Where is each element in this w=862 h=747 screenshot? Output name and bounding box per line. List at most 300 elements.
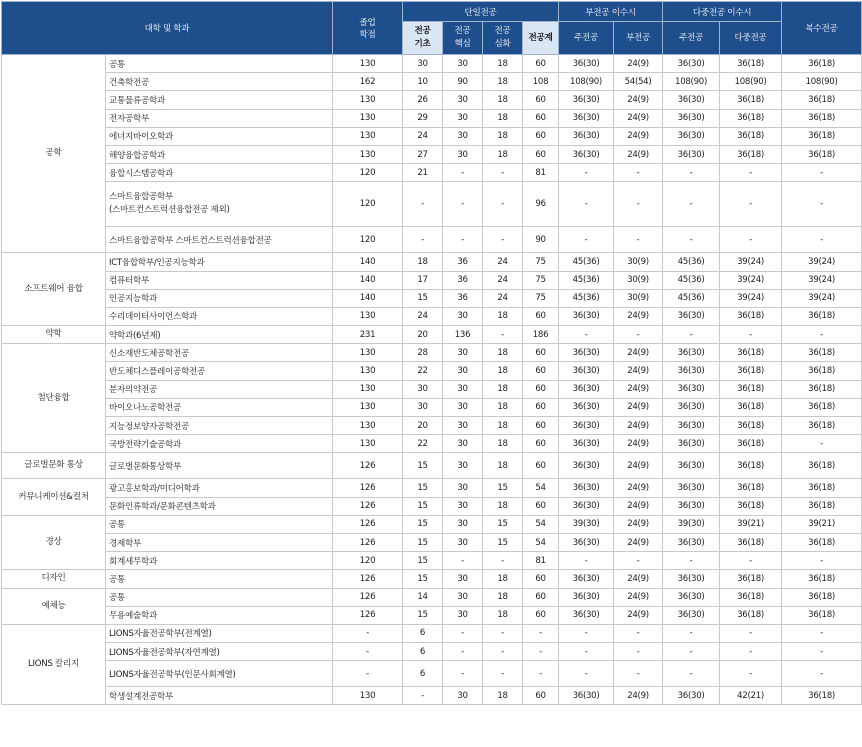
cell-dual: - [782, 624, 862, 642]
cell-multi-multi: 36(18) [720, 307, 782, 325]
cell-core: 30 [443, 497, 483, 515]
cell-adv: 18 [483, 344, 523, 362]
cell-total: 60 [523, 344, 559, 362]
cell-basic: 6 [403, 661, 443, 687]
department-name: 문화인류학과/문화콘텐츠학과 [106, 497, 333, 515]
cell-minor-main: 36(30) [559, 127, 614, 145]
cell-minor-minor: 30(9) [614, 271, 663, 289]
table-row [2, 326, 862, 344]
cell-basic: 18 [403, 253, 443, 271]
table-row [2, 127, 862, 145]
cell-minor-minor: - [614, 182, 663, 227]
header-single-major: 단일전공 [403, 2, 559, 22]
cell-minor-minor: - [614, 326, 663, 344]
cell-basic: 20 [403, 417, 443, 435]
cell-grad: - [333, 624, 403, 642]
cell-total: - [523, 661, 559, 687]
college-name: 커뮤니케이션&컬처 [2, 479, 106, 515]
department-name: 공통 [106, 570, 333, 588]
cell-core: - [443, 624, 483, 642]
cell-total: 60 [523, 606, 559, 624]
cell-multi-main: 36(30) [663, 127, 720, 145]
cell-core: - [443, 164, 483, 182]
cell-core: 30 [443, 362, 483, 380]
cell-adv: 24 [483, 289, 523, 307]
cell-adv: - [483, 552, 523, 570]
cell-total: 54 [523, 515, 559, 533]
cell-grad: 130 [333, 91, 403, 109]
college-name: 디자인 [2, 570, 106, 588]
cell-dual: 36(18) [782, 145, 862, 163]
department-name: 글로벌문화통상학부 [106, 453, 333, 479]
cell-dual: 108(90) [782, 73, 862, 91]
cell-core: 30 [443, 453, 483, 479]
table-row [2, 417, 862, 435]
cell-minor-minor: 24(9) [614, 417, 663, 435]
cell-basic: 21 [403, 164, 443, 182]
college-name: 공학 [2, 55, 106, 253]
cell-multi-multi: 36(18) [720, 398, 782, 416]
table-row [2, 271, 862, 289]
department-name: 지능정보양자공학전공 [106, 417, 333, 435]
cell-grad: 130 [333, 307, 403, 325]
cell-adv: 18 [483, 606, 523, 624]
cell-multi-multi: - [720, 643, 782, 661]
college-name: 첨단융합 [2, 344, 106, 453]
cell-minor-main: - [559, 164, 614, 182]
cell-basic: 30 [403, 55, 443, 73]
cell-multi-main: - [663, 164, 720, 182]
table-row [2, 606, 862, 624]
cell-total: 54 [523, 479, 559, 497]
college-name: 소프트웨어 융합 [2, 253, 106, 326]
cell-grad: 130 [333, 687, 403, 705]
cell-total: 60 [523, 588, 559, 606]
cell-dual: 36(18) [782, 362, 862, 380]
cell-dual: 36(18) [782, 497, 862, 515]
cell-minor-main: 36(30) [559, 479, 614, 497]
department-name: ICT융합학부/인공지능학과 [106, 253, 333, 271]
cell-minor-main: 36(30) [559, 417, 614, 435]
cell-multi-multi: 36(18) [720, 417, 782, 435]
cell-multi-multi: 36(18) [720, 588, 782, 606]
cell-multi-main: - [663, 552, 720, 570]
cell-dual: 39(24) [782, 271, 862, 289]
department-name: LIONS자율전공학부(자연계열) [106, 643, 333, 661]
cell-basic: 30 [403, 380, 443, 398]
department-name: 공통 [106, 588, 333, 606]
cell-multi-multi: 36(18) [720, 344, 782, 362]
table-row [2, 515, 862, 533]
cell-minor-minor: 24(9) [614, 91, 663, 109]
cell-dual: - [782, 182, 862, 227]
cell-multi-main: 108(90) [663, 73, 720, 91]
department-note: (스마트컨스트럭션융합전공 제외) [109, 205, 230, 216]
cell-grad: 130 [333, 109, 403, 127]
header-graduation-credits: 졸업 학점 [333, 2, 403, 55]
cell-total: 75 [523, 271, 559, 289]
cell-minor-main: 36(30) [559, 570, 614, 588]
department-name: 경제학부 [106, 533, 333, 551]
cell-minor-main: - [559, 227, 614, 253]
department-name: LIONS자율전공학부(인문사회계열) [106, 661, 333, 687]
cell-grad: 130 [333, 145, 403, 163]
cell-basic: - [403, 182, 443, 227]
cell-core: 30 [443, 515, 483, 533]
cell-multi-main: 36(30) [663, 453, 720, 479]
cell-dual: - [782, 661, 862, 687]
cell-adv: 15 [483, 515, 523, 533]
cell-multi-main: 39(30) [663, 515, 720, 533]
department-name: 건축학전공 [106, 73, 333, 91]
cell-basic: 15 [403, 289, 443, 307]
cell-minor-main: 36(30) [559, 362, 614, 380]
cell-multi-main: 36(30) [663, 533, 720, 551]
cell-minor-minor: 24(9) [614, 344, 663, 362]
cell-dual: 36(18) [782, 588, 862, 606]
cell-multi-main: 36(30) [663, 307, 720, 325]
cell-dual: 36(18) [782, 479, 862, 497]
cell-total: 60 [523, 362, 559, 380]
cell-minor-minor: 24(9) [614, 127, 663, 145]
cell-grad: 120 [333, 164, 403, 182]
cell-multi-main: 36(30) [663, 497, 720, 515]
cell-minor-main: 45(36) [559, 271, 614, 289]
cell-grad: 120 [333, 552, 403, 570]
cell-total: 81 [523, 552, 559, 570]
cell-minor-minor: - [614, 227, 663, 253]
cell-grad: 130 [333, 344, 403, 362]
cell-grad: 231 [333, 326, 403, 344]
cell-dual: 36(18) [782, 417, 862, 435]
table-row [2, 362, 862, 380]
cell-adv: 24 [483, 271, 523, 289]
cell-minor-minor: 24(9) [614, 145, 663, 163]
department-name: 바이오나노공학전공 [106, 398, 333, 416]
cell-grad: 126 [333, 497, 403, 515]
cell-grad: 126 [333, 515, 403, 533]
cell-basic: 17 [403, 271, 443, 289]
cell-total: 60 [523, 109, 559, 127]
table-row [2, 145, 862, 163]
header-minor-minor: 부전공 [614, 22, 663, 55]
table-row [2, 570, 862, 588]
college-name: 예체능 [2, 588, 106, 624]
cell-multi-main: 36(30) [663, 91, 720, 109]
cell-dual: - [782, 552, 862, 570]
cell-basic: 15 [403, 606, 443, 624]
cell-total: 60 [523, 497, 559, 515]
cell-adv: 18 [483, 570, 523, 588]
cell-grad: 130 [333, 55, 403, 73]
table-row [2, 643, 862, 661]
cell-multi-main: 36(30) [663, 109, 720, 127]
cell-dual: 36(18) [782, 533, 862, 551]
cell-minor-main: 36(30) [559, 453, 614, 479]
cell-core: - [443, 643, 483, 661]
cell-multi-multi: 36(18) [720, 479, 782, 497]
cell-basic: 6 [403, 643, 443, 661]
cell-adv: 18 [483, 362, 523, 380]
cell-adv: 18 [483, 417, 523, 435]
cell-total: 96 [523, 182, 559, 227]
cell-dual: 36(18) [782, 109, 862, 127]
cell-minor-main: 36(30) [559, 533, 614, 551]
cell-minor-minor: 30(9) [614, 253, 663, 271]
cell-dual: 36(18) [782, 344, 862, 362]
cell-basic: 15 [403, 479, 443, 497]
cell-adv: 18 [483, 435, 523, 453]
cell-minor-main: 36(30) [559, 380, 614, 398]
cell-minor-main: 45(36) [559, 253, 614, 271]
cell-minor-minor: 24(9) [614, 380, 663, 398]
cell-minor-minor: 24(9) [614, 515, 663, 533]
cell-multi-multi: - [720, 326, 782, 344]
cell-dual: 36(18) [782, 55, 862, 73]
cell-adv: 18 [483, 380, 523, 398]
cell-grad: 126 [333, 453, 403, 479]
cell-total: 60 [523, 127, 559, 145]
cell-grad: 140 [333, 253, 403, 271]
cell-multi-multi: 36(18) [720, 497, 782, 515]
cell-adv: - [483, 624, 523, 642]
cell-adv: 15 [483, 479, 523, 497]
cell-multi-main: 36(30) [663, 145, 720, 163]
cell-adv: 15 [483, 533, 523, 551]
table-row [2, 588, 862, 606]
table-row [2, 73, 862, 91]
department-name: 공통 [106, 55, 333, 73]
cell-basic: - [403, 687, 443, 705]
cell-minor-minor: 24(9) [614, 687, 663, 705]
cell-basic: 22 [403, 362, 443, 380]
cell-core: - [443, 661, 483, 687]
cell-core: 30 [443, 307, 483, 325]
cell-adv: - [483, 661, 523, 687]
cell-minor-minor: - [614, 552, 663, 570]
cell-grad: - [333, 661, 403, 687]
cell-basic: 6 [403, 624, 443, 642]
cell-grad: 130 [333, 417, 403, 435]
cell-multi-multi: 36(18) [720, 109, 782, 127]
table-row [2, 624, 862, 642]
cell-dual: - [782, 326, 862, 344]
cell-multi-multi: 36(18) [720, 145, 782, 163]
cell-minor-minor: 24(9) [614, 398, 663, 416]
cell-multi-main: - [663, 182, 720, 227]
cell-multi-main: - [663, 326, 720, 344]
department-name: 스마트융합공학부 스마트컨스트럭션융합전공 [106, 227, 333, 253]
cell-dual: 36(18) [782, 687, 862, 705]
cell-multi-main: 36(30) [663, 55, 720, 73]
table-row [2, 453, 862, 479]
cell-total: 60 [523, 687, 559, 705]
cell-minor-main: 45(36) [559, 289, 614, 307]
cell-grad: 126 [333, 570, 403, 588]
cell-total: 60 [523, 570, 559, 588]
cell-multi-main: - [663, 661, 720, 687]
header-major-core: 전공 핵심 [443, 22, 483, 55]
college-name: 약학 [2, 326, 106, 344]
credit-requirements-table [1, 1, 862, 705]
cell-adv: 18 [483, 91, 523, 109]
cell-multi-multi: - [720, 552, 782, 570]
table-row [2, 253, 862, 271]
cell-dual: 39(24) [782, 253, 862, 271]
cell-total: 75 [523, 253, 559, 271]
cell-core: 36 [443, 253, 483, 271]
cell-total: 90 [523, 227, 559, 253]
table-row [2, 182, 862, 227]
cell-minor-minor: - [614, 643, 663, 661]
cell-dual: 36(18) [782, 606, 862, 624]
table-row [2, 380, 862, 398]
cell-multi-main: 36(30) [663, 398, 720, 416]
cell-adv: 18 [483, 55, 523, 73]
cell-total: 60 [523, 145, 559, 163]
table-row [2, 661, 862, 687]
table-body [2, 55, 862, 705]
header-multi-major: 다중전공 이수시 [663, 2, 782, 22]
cell-minor-main: - [559, 624, 614, 642]
cell-minor-main: 36(30) [559, 588, 614, 606]
department-name: 국방전략기술공학과 [106, 435, 333, 453]
cell-total: 108 [523, 73, 559, 91]
cell-dual: 36(18) [782, 127, 862, 145]
cell-dual: - [782, 164, 862, 182]
department-name: 회계세무학과 [106, 552, 333, 570]
table-row [2, 91, 862, 109]
cell-basic: 14 [403, 588, 443, 606]
cell-basic: - [403, 227, 443, 253]
cell-dual: - [782, 435, 862, 453]
cell-grad: 140 [333, 289, 403, 307]
cell-minor-main: 36(30) [559, 606, 614, 624]
cell-core: 30 [443, 145, 483, 163]
table-row [2, 55, 862, 73]
cell-adv: 18 [483, 127, 523, 145]
cell-multi-multi: 39(24) [720, 253, 782, 271]
cell-adv: 18 [483, 109, 523, 127]
cell-adv: - [483, 164, 523, 182]
cell-minor-minor: 24(9) [614, 435, 663, 453]
college-name: 글로벌문화 통상 [2, 453, 106, 479]
cell-minor-minor: 24(9) [614, 307, 663, 325]
cell-multi-multi: 39(24) [720, 271, 782, 289]
cell-adv: 18 [483, 73, 523, 91]
department-name: 신소재반도체공학전공 [106, 344, 333, 362]
header-multi-multi: 다중전공 [720, 22, 782, 55]
cell-dual: 36(18) [782, 453, 862, 479]
cell-core: 136 [443, 326, 483, 344]
cell-adv: 18 [483, 453, 523, 479]
cell-multi-main: - [663, 227, 720, 253]
table-row [2, 289, 862, 307]
table-row [2, 687, 862, 705]
cell-multi-multi: - [720, 164, 782, 182]
cell-adv: - [483, 227, 523, 253]
cell-core: 30 [443, 380, 483, 398]
cell-adv: - [483, 326, 523, 344]
table-row [2, 533, 862, 551]
cell-grad: 126 [333, 588, 403, 606]
cell-multi-multi: 36(18) [720, 533, 782, 551]
department-name: 인공지능학과 [106, 289, 333, 307]
cell-multi-main: - [663, 643, 720, 661]
cell-grad: 126 [333, 606, 403, 624]
cell-multi-multi: 36(18) [720, 453, 782, 479]
cell-multi-main: 36(30) [663, 588, 720, 606]
table-row [2, 307, 862, 325]
cell-core: 36 [443, 289, 483, 307]
cell-minor-minor: 24(9) [614, 362, 663, 380]
table-row [2, 227, 862, 253]
cell-basic: 20 [403, 326, 443, 344]
department-name: 광고홍보학과/미디어학과 [106, 479, 333, 497]
department-name: 분자의약전공 [106, 380, 333, 398]
cell-multi-multi: 39(24) [720, 289, 782, 307]
header-dual-major: 복수전공 [782, 2, 862, 55]
table-row [2, 344, 862, 362]
cell-minor-main: 36(30) [559, 398, 614, 416]
cell-core: 30 [443, 570, 483, 588]
cell-multi-main: 36(30) [663, 417, 720, 435]
cell-grad: 162 [333, 73, 403, 91]
table-row [2, 398, 862, 416]
cell-grad: 120 [333, 227, 403, 253]
cell-core: 30 [443, 435, 483, 453]
college-name: 경상 [2, 515, 106, 570]
cell-dual: - [782, 643, 862, 661]
cell-dual: 36(18) [782, 380, 862, 398]
cell-multi-multi: 36(18) [720, 435, 782, 453]
cell-minor-main: 36(30) [559, 687, 614, 705]
cell-core: 30 [443, 91, 483, 109]
department-name: 스마트융합공학부 (스마트컨스트럭션융합전공 제외) [106, 182, 333, 227]
cell-basic: 15 [403, 453, 443, 479]
cell-basic: 15 [403, 552, 443, 570]
cell-multi-main: 36(30) [663, 479, 720, 497]
cell-dual: 39(21) [782, 515, 862, 533]
cell-adv: 18 [483, 687, 523, 705]
cell-core: 30 [443, 344, 483, 362]
cell-adv: - [483, 643, 523, 661]
cell-multi-multi: 36(18) [720, 380, 782, 398]
department-name: LIONS자율전공학부(전계열) [106, 624, 333, 642]
cell-grad: 130 [333, 380, 403, 398]
header-major-basic: 전공 기초 [403, 22, 443, 55]
cell-total: 60 [523, 435, 559, 453]
table-row [2, 435, 862, 453]
header-multi-main: 주전공 [663, 22, 720, 55]
cell-total: 81 [523, 164, 559, 182]
cell-total: 186 [523, 326, 559, 344]
cell-minor-minor: 24(9) [614, 55, 663, 73]
cell-basic: 30 [403, 398, 443, 416]
cell-minor-main: 36(30) [559, 109, 614, 127]
cell-minor-minor: 54(54) [614, 73, 663, 91]
table-row [2, 479, 862, 497]
cell-total: - [523, 624, 559, 642]
cell-core: 30 [443, 109, 483, 127]
cell-minor-minor: 24(9) [614, 497, 663, 515]
cell-basic: 26 [403, 91, 443, 109]
cell-multi-main: 36(30) [663, 344, 720, 362]
department-name: 수리데이터사이언스학과 [106, 307, 333, 325]
cell-basic: 29 [403, 109, 443, 127]
cell-adv: 18 [483, 497, 523, 515]
cell-multi-multi: 36(18) [720, 570, 782, 588]
